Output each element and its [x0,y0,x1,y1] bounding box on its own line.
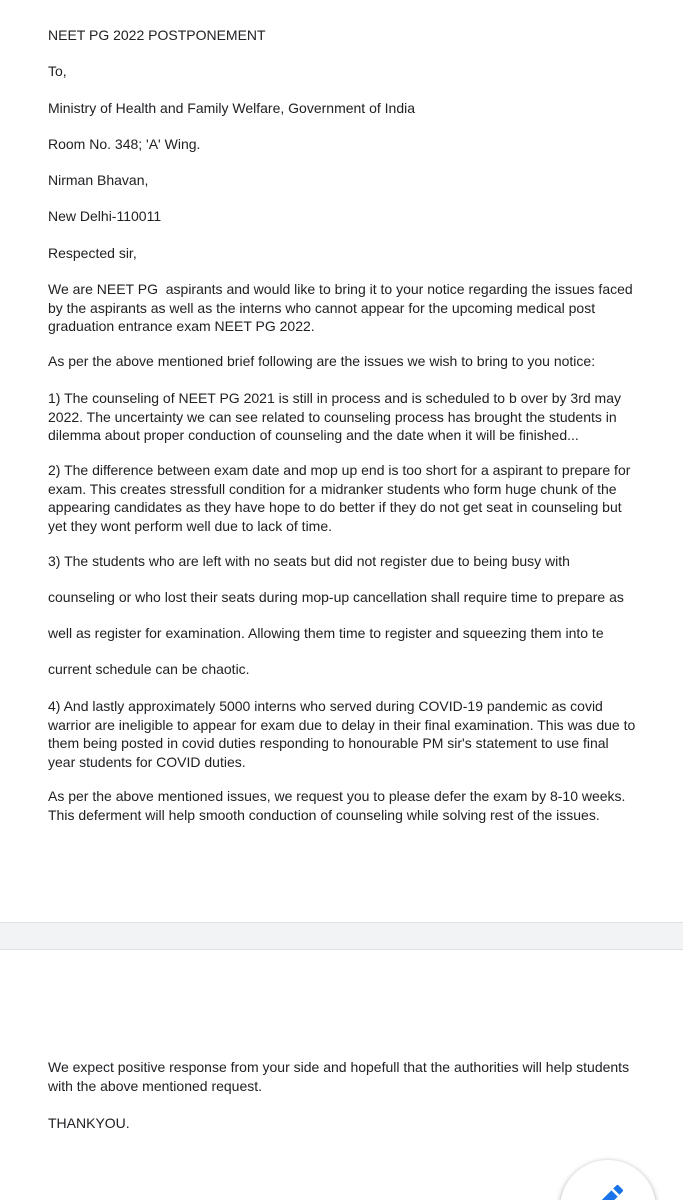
issue-point-4: 4) And lastly approximately 5000 interns who served during COVID-19 pandemic as covid warrior are ineligible to appear for exam due to delay in their final examination. This was due to them being posted in covid duties responding to honourable PM sir's statement to use final year students for COVID duties. [48,698,636,770]
issue-point-3-line-2: counseling or who lost their seats during mop-up cancellation shall require time to prepare as [48,589,624,605]
issue-point-3-line-1: 3) The students who are left with no seats but did not register due to being busy with [48,553,570,569]
edit-pencil-icon [588,1180,628,1200]
issue-point-1: 1) The counseling of NEET PG 2021 is still in process and is scheduled to b over by 3rd may 2022. The uncertainty we can see related to counseling process has brought the students in dilemma about proper conduction of counseling and the date when it will be finished... [48,390,622,443]
issue-point-2: 2) The difference between exam date and mop up end is too short for a aspirant to prepare for exam. This creates stressfull condition for a midranker students who form huge chunk of the appearing candidates as they have hope to do better if they do not get seat in counseling but yet they wont perform well due to lack of time. [48,462,631,534]
intro-paragraph: We are NEET PG aspirants and would like to bring it to your notice regarding the issues faced by the aspirants as well as the interns who cannot appear for the upcoming medical post graduation entrance exam NEET PG 2022. [48,281,637,334]
page-break [0,922,683,950]
address-line-ministry: Ministry of Health and Family Welfare, Government of India [48,100,416,116]
document-page-2 [0,950,683,1200]
address-line-room: Room No. 348; 'A' Wing. [48,136,201,152]
issue-point-3-line-3: well as register for examination. Allowing them time to register and squeezing them into te [48,625,604,641]
address-line-building: Nirman Bhavan, [48,172,149,188]
issue-point-3-line-4: current schedule can be chaotic. [48,661,250,677]
closing-paragraph: We expect positive response from your side and hopefull that the authorities will help students with the above mentioned request. [48,1059,630,1094]
issues-intro-paragraph: As per the above mentioned brief following are the issues we wish to bring to you notice: [48,353,596,369]
salutation-to: To, [48,63,67,79]
address-line-city: New Delhi-110011 [48,208,162,224]
document-title: NEET PG 2022 POSTPONEMENT [48,27,266,43]
greeting: Respected sir, [48,245,137,261]
signoff: THANKYOU. [48,1115,130,1131]
request-paragraph: As per the above mentioned issues, we request you to please defer the exam by 8-10 weeks. This deferment will help smooth conduction of counseling while solving rest of the issues. [48,788,626,823]
